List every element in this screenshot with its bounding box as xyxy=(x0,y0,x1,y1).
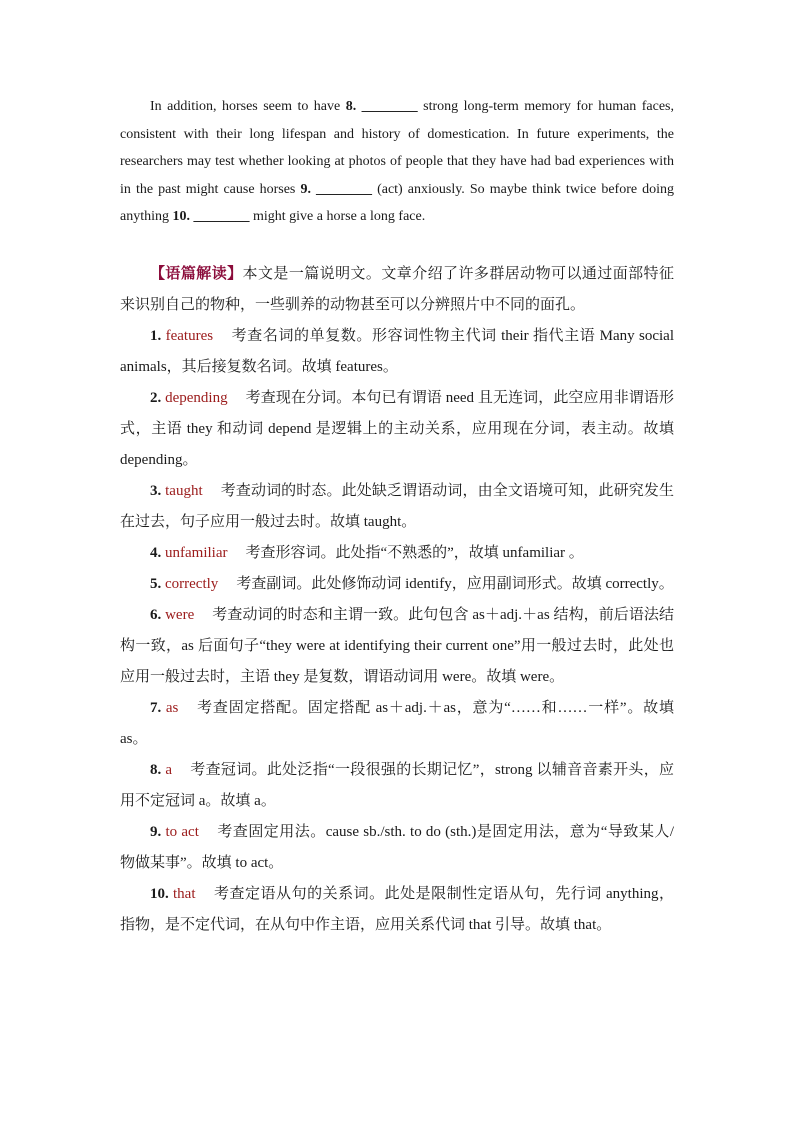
answer-explanation: 考查现在分词。本句已有谓语 need 且无连词，此空应用非谓语形式，主语 they 和动词 depend 是逻辑上的主动关系，应用现在分词，表主动。故填 depending。 xyxy=(120,390,674,468)
passage-paragraph xyxy=(120,93,674,231)
answer-word: a xyxy=(165,762,172,778)
passage-text-4: might give a horse a long face. xyxy=(253,209,426,225)
answer-item-6 xyxy=(120,600,674,693)
answer-explanation: 考查形容词。此处指“不熟悉的”，故填 unfamiliar 。 xyxy=(245,545,584,561)
answer-explanation: 考查副词。此处修饰动词 identify，应用副词形式。故填 correctly。 xyxy=(236,576,674,592)
analysis-heading: 【语篇解读】 xyxy=(150,266,243,282)
answer-explanation: 考查定语从句的关系词。此处是限制性定语从句，先行词 anything，指物，是不定代词，在从句中作主语，应用关系代词 that 引导。故填 that。 xyxy=(120,886,675,933)
answer-item-3 xyxy=(120,476,674,538)
blank-10: ________ xyxy=(193,209,250,225)
answer-number: 3. xyxy=(150,483,162,499)
analysis-section xyxy=(120,259,674,941)
answer-number: 10. xyxy=(150,886,169,902)
answer-item-10 xyxy=(120,879,674,941)
answer-number: 2. xyxy=(150,390,162,406)
answer-word: taught xyxy=(165,483,203,499)
answer-item-8 xyxy=(120,755,674,817)
answer-item-7 xyxy=(120,693,674,755)
answer-explanation: 考查动词的时态和主谓一致。此句包含 as＋adj.＋as 结构，前后语法结构一致，as 后面句子“they were at identifying their current one”用一般过去时，此处也应用一般过去时，主语 they 是复数，谓语动词用 were。故填 were。 xyxy=(120,607,674,685)
blank-8: ________ xyxy=(361,99,418,114)
answer-word: depending xyxy=(165,390,228,406)
blank-10-number: 10. xyxy=(172,209,190,225)
answer-explanation: 考查动词的时态。此处缺乏谓语动词，由全文语境可知，此研究发生在过去，句子应用一般过去时。故填 taught。 xyxy=(120,483,675,530)
answer-word: to act xyxy=(165,824,199,840)
answer-number: 5. xyxy=(150,576,162,592)
answer-number: 6. xyxy=(150,607,162,623)
passage-text-3: (act) anxiously. So maybe think twice before doing anything xyxy=(120,181,675,225)
answer-number: 7. xyxy=(150,700,162,716)
answer-explanation: 考查固定用法。cause sb./sth. to do (sth.)是固定用法，意为“导致某人/物做某事”。故填 to act。 xyxy=(120,824,674,871)
answer-explanation: 考查固定搭配。固定搭配 as＋adj.＋as，意为“……和……一样”。故填 as。 xyxy=(120,700,674,747)
answer-word: were xyxy=(165,607,195,623)
answer-explanation: 考查名词的单复数。形容词性物主代词 their 指代主语 Many social animals，其后接复数名词。故填 features。 xyxy=(120,328,675,375)
answer-word: correctly xyxy=(165,576,219,592)
answer-word: features xyxy=(165,328,214,344)
answer-number: 9. xyxy=(150,824,162,840)
answer-explanation: 考查冠词。此处泛指“一段很强的长期记忆”，strong 以辅音音素开头，应用不定冠词 a。故填 a。 xyxy=(120,762,674,809)
answer-word: that xyxy=(173,886,196,902)
answer-item-4 xyxy=(120,538,674,569)
answer-number: 4. xyxy=(150,545,162,561)
passage-text-2: strong long-term memory for human faces, consistent with their long lifespan and history of domestication. In future experiments, the researchers may test whether looking at photos of people that they have had bad experiences with in the past might cause horses xyxy=(120,99,675,197)
answer-word: as xyxy=(165,700,179,716)
answer-item-2 xyxy=(120,383,674,476)
blank-9-number: 9. xyxy=(300,181,311,197)
answer-number: 1. xyxy=(150,328,162,344)
answer-item-1 xyxy=(120,321,674,383)
answer-item-5 xyxy=(120,569,674,600)
analysis-intro: 本文是一篇说明文。文章介绍了许多群居动物可以通过面部特征来识别自己的物种，一些驯养的动物甚至可以分辨照片中不同的面孔。 xyxy=(120,266,674,313)
answer-item-9 xyxy=(120,817,674,879)
passage-text-1: In addition, horses seem to have xyxy=(150,99,341,114)
blank-9: ________ xyxy=(316,181,373,197)
blank-8-number: 8. xyxy=(345,99,357,114)
answer-number: 8. xyxy=(150,762,162,778)
answer-word: unfamiliar xyxy=(165,545,228,561)
